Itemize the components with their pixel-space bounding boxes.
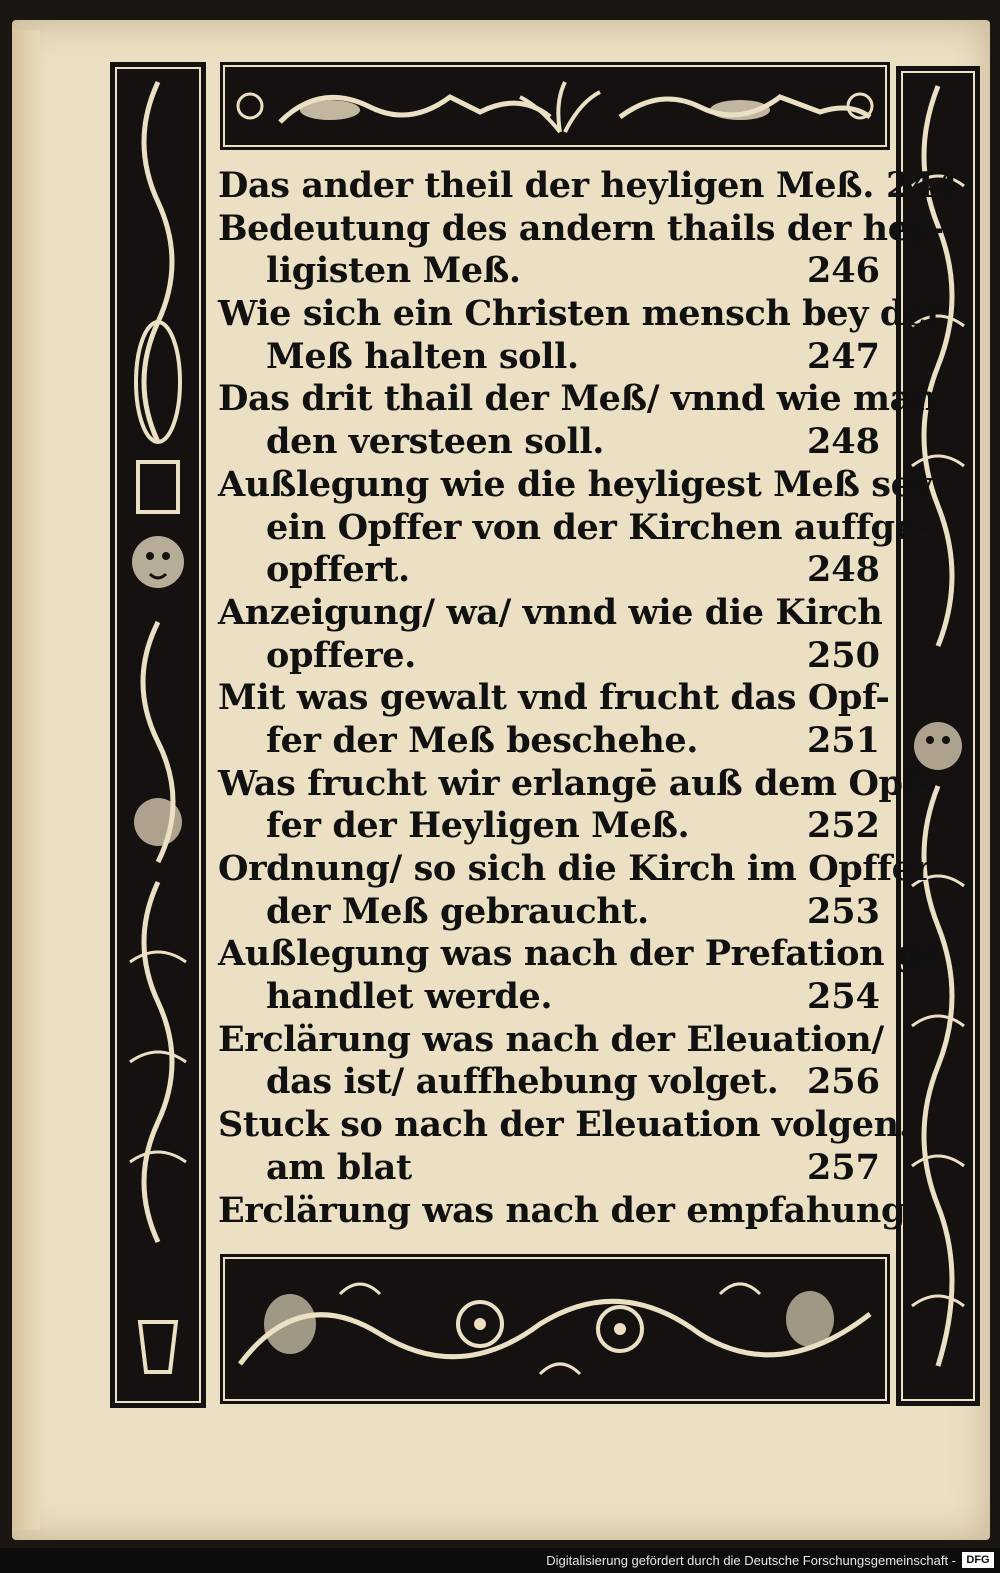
toc-entry	[218, 463, 933, 592]
toc-entry-text: ein Opffer von der Kirchen auffge-	[266, 506, 931, 548]
page-edge	[12, 30, 40, 1530]
toc-entry-text: Außlegung wie die heyligest Meß sey	[218, 463, 933, 505]
toc-entry-text: Das ander theil der heyligen Meß.	[218, 165, 875, 206]
toc-page-number: 250	[806, 634, 880, 676]
toc-entry	[218, 591, 883, 677]
toc-entry	[218, 933, 942, 1018]
toc-page-number: 248	[806, 421, 880, 463]
toc-line	[218, 891, 880, 934]
digitization-credit: Digitalisierung gefördert durch die Deutsche Forschungsgemeinschaft -	[0, 1548, 1000, 1573]
toc-entry-text: Was frucht wir erlangē auß dem Opf-	[218, 762, 931, 804]
toc-line	[218, 677, 890, 720]
toc-line	[218, 1104, 911, 1147]
toc-line	[218, 1189, 906, 1233]
toc-entry-text: Außlegung was nach der Prefation ge	[218, 933, 942, 975]
toc-line	[218, 463, 933, 507]
toc-entry-text: der Meß gebraucht.	[266, 890, 649, 932]
table-of-contents	[218, 165, 960, 1232]
toc-line	[218, 165, 960, 208]
toc-entry	[218, 1018, 884, 1104]
toc-entry-text: Ordnung/ so sich die Kirch im Opffer	[218, 848, 932, 889]
toc-page-number: 256	[806, 1061, 880, 1103]
toc-entry-text: Mit was gewalt vnd frucht das Opf-	[218, 677, 890, 719]
toc-line	[218, 976, 880, 1019]
toc-entry	[218, 165, 960, 208]
toc-line	[218, 933, 942, 976]
toc-page-number: 251	[806, 719, 880, 761]
toc-page-number: 244	[886, 165, 960, 206]
toc-page-number: 247	[806, 335, 880, 377]
toc-entry-text: Stuck so nach der Eleuation volgen.	[218, 1104, 911, 1146]
toc-entry	[218, 677, 890, 762]
toc-line	[218, 336, 880, 379]
woodcut-border-bottom-icon	[220, 1254, 890, 1404]
toc-line	[218, 1061, 880, 1104]
toc-line	[218, 250, 880, 293]
toc-entry-text: ligisten Meß.	[266, 250, 521, 292]
toc-page-number: 257	[806, 1146, 880, 1188]
toc-page-number: 246	[806, 250, 880, 292]
toc-line	[218, 506, 931, 550]
toc-entry	[218, 207, 944, 293]
toc-entry	[218, 1104, 911, 1189]
toc-line	[218, 549, 880, 592]
toc-entry-text: Erclärung was nach der empfahung	[218, 1189, 906, 1231]
toc-entry-text: fer der Meß beschehe.	[266, 719, 699, 761]
toc-entry-text: Bedeutung des andern thails der hey-	[218, 207, 944, 249]
toc-line	[218, 720, 880, 763]
toc-entry-text: den versteen soll.	[266, 421, 605, 463]
toc-entry-text: opffere.	[266, 634, 416, 676]
dfg-logo-icon: DFG	[962, 1552, 994, 1568]
toc-entry-text: das ist/ auffhebung volget.	[266, 1061, 779, 1103]
toc-entry	[218, 378, 938, 463]
toc-line	[218, 591, 883, 635]
toc-entry	[218, 848, 932, 933]
woodcut-border-top-icon	[220, 62, 890, 150]
toc-entry-text: am blat	[266, 1146, 412, 1188]
toc-line	[218, 848, 932, 891]
toc-entry	[218, 293, 944, 378]
toc-page-number: 252	[806, 805, 880, 847]
toc-entry-text: Erclärung was nach der Eleuation/	[218, 1018, 884, 1060]
toc-entry-text: fer der Heyligen Meß.	[266, 805, 690, 847]
toc-line	[218, 378, 938, 421]
toc-page-number: 248	[806, 549, 880, 591]
toc-entry-text: Das drit thail der Meß/ vnnd wie man	[218, 378, 938, 420]
toc-line	[218, 1147, 880, 1190]
toc-entry-text: Anzeigung/ wa/ vnnd wie die Kirch	[218, 591, 883, 633]
toc-line	[218, 207, 944, 251]
toc-line	[218, 421, 880, 464]
toc-line	[218, 635, 880, 678]
woodcut-border-left-icon	[110, 62, 206, 1408]
toc-line	[218, 805, 880, 848]
woodcut-border-right-icon	[896, 66, 980, 1406]
toc-entry-text: Meß halten soll.	[266, 335, 579, 377]
toc-line	[218, 293, 944, 336]
toc-page-number: 253	[806, 890, 880, 932]
toc-entry	[218, 762, 931, 848]
toc-entry-text: opffert.	[266, 549, 410, 591]
toc-page-number: 254	[806, 976, 880, 1018]
toc-line	[218, 762, 931, 806]
toc-entry-text: Wie sich ein Christen mensch bey der	[218, 293, 944, 335]
toc-entry-text: handlet werde.	[266, 976, 553, 1018]
toc-line	[218, 1018, 884, 1062]
toc-entry	[218, 1189, 906, 1233]
